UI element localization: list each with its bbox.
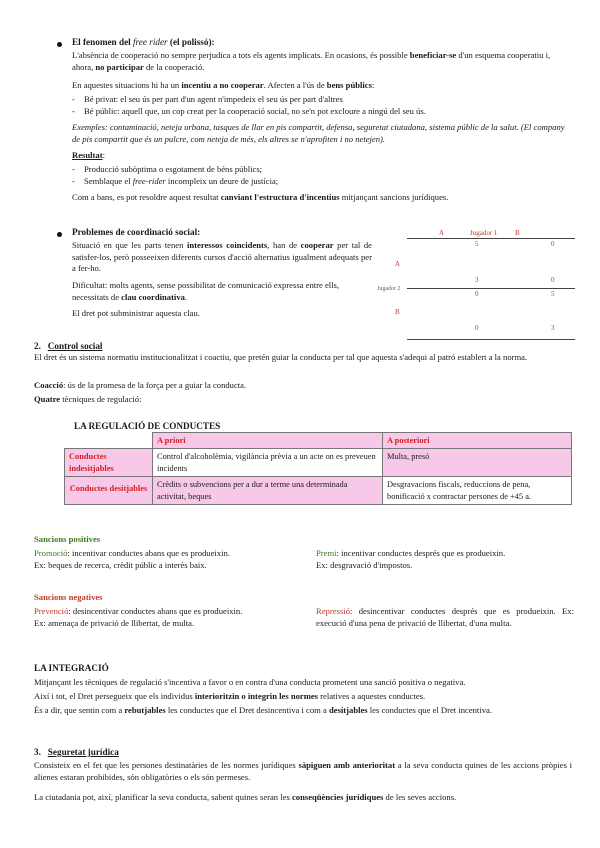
list-item: - Semblaque el free-rider incompleix un deure de justícia;: [72, 175, 279, 186]
game-cell: 5: [475, 240, 479, 248]
reward-block: Premi: incentivar conductes després que es produeixin. Ex: desgravació d'impostos.: [316, 548, 506, 570]
regulation-table: [64, 432, 572, 505]
coordination-p2: Dificultat: molts agents, sense possibilitat de comunicació expressa entre ells, necessitats de clau coordinativa.: [72, 280, 340, 302]
control-p1: El dret és un sistema normatiu institucionalitzat i coactiu, que pretén guiar la conducta per tal que aquesta s'adequi al patró establert a la norma.: [34, 352, 528, 362]
promotion-block: Promoció: incentivar conductes abans que es produeixin. Ex: beques de recerca, crèdit públic a interès baix.: [34, 548, 230, 570]
game-row-a: A: [395, 260, 401, 268]
game-row-player: Jugador 2: [377, 286, 401, 292]
table-cell: Desgravacions fiscals, reduccions de pena, bonificació x contractar persones de +45 a.: [383, 477, 572, 505]
game-cell: 0: [475, 290, 479, 298]
control-section-heading: 2. Control social: [34, 341, 103, 351]
game-cell: 3: [551, 324, 555, 332]
game-col-b: B: [515, 229, 520, 237]
table-cell: Multa, presó: [383, 449, 572, 477]
list-item: - Producció subòptima o esgotament de béns públics;: [72, 164, 263, 174]
bullet-dot: [57, 42, 62, 47]
control-p3: Quatre tècniques de regulació:: [34, 394, 142, 404]
negative-sanctions-title: Sancions negatives: [34, 592, 103, 602]
row-label: Conductes indesitjables: [65, 449, 153, 477]
game-col-player: Jugador 1: [470, 229, 498, 237]
result-list: [72, 164, 572, 187]
game-cell: 0: [551, 276, 555, 284]
repression-block: Repressió: desincentivar conductes després que es produeixin. Ex: execució d'una pena de privació de llibertat, d'una multa.: [316, 606, 574, 628]
security-p1: Consisteix en el fet que les persones destinatàries de les normes jurídiques sàpiguen amb anterioritat a la seva conducta quines de les accions pròpies i alienes estaran prohibides, són obligatòries o els són permeses.: [34, 760, 573, 782]
game-col-a: A: [439, 229, 445, 237]
game-cell: 3: [475, 276, 479, 284]
table-row: [65, 449, 572, 477]
integration-p2: Així i tot, el Dret persegueix que els individus interioritzin o integrin les normes relatives a aquestes conductes.: [34, 691, 426, 701]
list-item: - Bé públic: aquell que, un cop creat per la cooperació social, no se'n pot excloure a ningú del seu ús.: [72, 105, 426, 116]
game-row-b: B: [395, 308, 400, 316]
game-cell: 5: [551, 290, 555, 298]
coordination-p3: El dret pot subministrar aquesta clau.: [72, 308, 200, 318]
game-cell: 0: [551, 240, 555, 248]
security-section-heading: 3. Seguretat jurídica: [34, 747, 119, 757]
prevention-block: Prevenció: desincentivar conductes abans que es produeixin. Ex: amenaça de privació de llibertat, de multa.: [34, 606, 243, 628]
positive-sanctions-title: Sancions positives: [34, 534, 101, 544]
solution-text: Com a bans, es pot resoldre aquest resultat canviant l'estructura d'incentius mitjançant sancions jurídiques.: [72, 192, 449, 202]
coordination-p1: Situació en que les parts tenen interessos coincidents, han de cooperar per tal de satisfer-los, però posseeixen diferents cursos d'acció alternatius igualment adequats per a fer-ho.: [72, 240, 372, 274]
table-cell: Crèdits o subvencions per a dur a terme una determinada activitat, beques: [153, 477, 383, 505]
free-rider-p2: En aquestes situacions hi ha un incentiu a no cooperar. Afecten a l'ús de bens públics:: [72, 80, 375, 90]
goods-list: [72, 94, 572, 117]
col-a-priori: A priori: [153, 433, 383, 449]
list-item: - Bé privat: el seu ús per part d'un agent n'impedeix el seu ús per part d'altres: [72, 94, 343, 104]
examples-text: Exemples: contaminació, neteja urbana, tasques de llar en pis compartit, defensa, seguretat ciutadana, sistema públic de la salut. (El company de pis compartit que és un pulcre, com neteja de més, els altres se n'aprofiten i no netejen).: [72, 122, 565, 144]
bullet-dot: [57, 232, 62, 237]
free-rider-p1: L'absència de cooperació no sempre perjudica a tots els agents implicats. En ocasions, és possible beneficiar-se d'un esquema cooperatiu i, ahora, no participar de la cooperació.: [72, 50, 551, 72]
integration-title: LA INTEGRACIÓ: [34, 663, 109, 673]
free-rider-title: El fenomen del free rider (el polissó):: [72, 37, 215, 47]
row-label: Conductes desitjables: [65, 477, 153, 505]
table-row: [65, 477, 572, 505]
table-cell: Control d'alcoholèmia, vigilància prèvia a un acte on es preveuen incidents: [153, 449, 383, 477]
game-cell: 0: [475, 324, 479, 332]
security-p2: La ciutadania pot, així, planificar la seva conducta, sabent quines seran les conseqüències jurídiques de les seves accions.: [34, 792, 457, 802]
regulation-table-title: LA REGULACIÓ DE CONDUCTES: [74, 421, 221, 431]
coordination-title: Problemes de coordinació social:: [72, 227, 201, 237]
control-p2: Coacció: ús de la promesa de la força per a guiar la conducta.: [34, 380, 247, 390]
result-label: Resultat:: [72, 150, 105, 160]
integration-p3: És a dir, que sentin com a rebutjables les conductes que el Dret desincentiva i com a desitjables les conductes que el Dret incentiva.: [34, 705, 492, 715]
integration-p1: Mitjançant les tècniques de regulació s'incentiva a favor o en contra d'una conducta prometent una sanció positiva o negativa.: [34, 677, 466, 687]
coordination-game-matrix: [377, 229, 575, 340]
col-a-posteriori: A posteriori: [383, 433, 572, 449]
